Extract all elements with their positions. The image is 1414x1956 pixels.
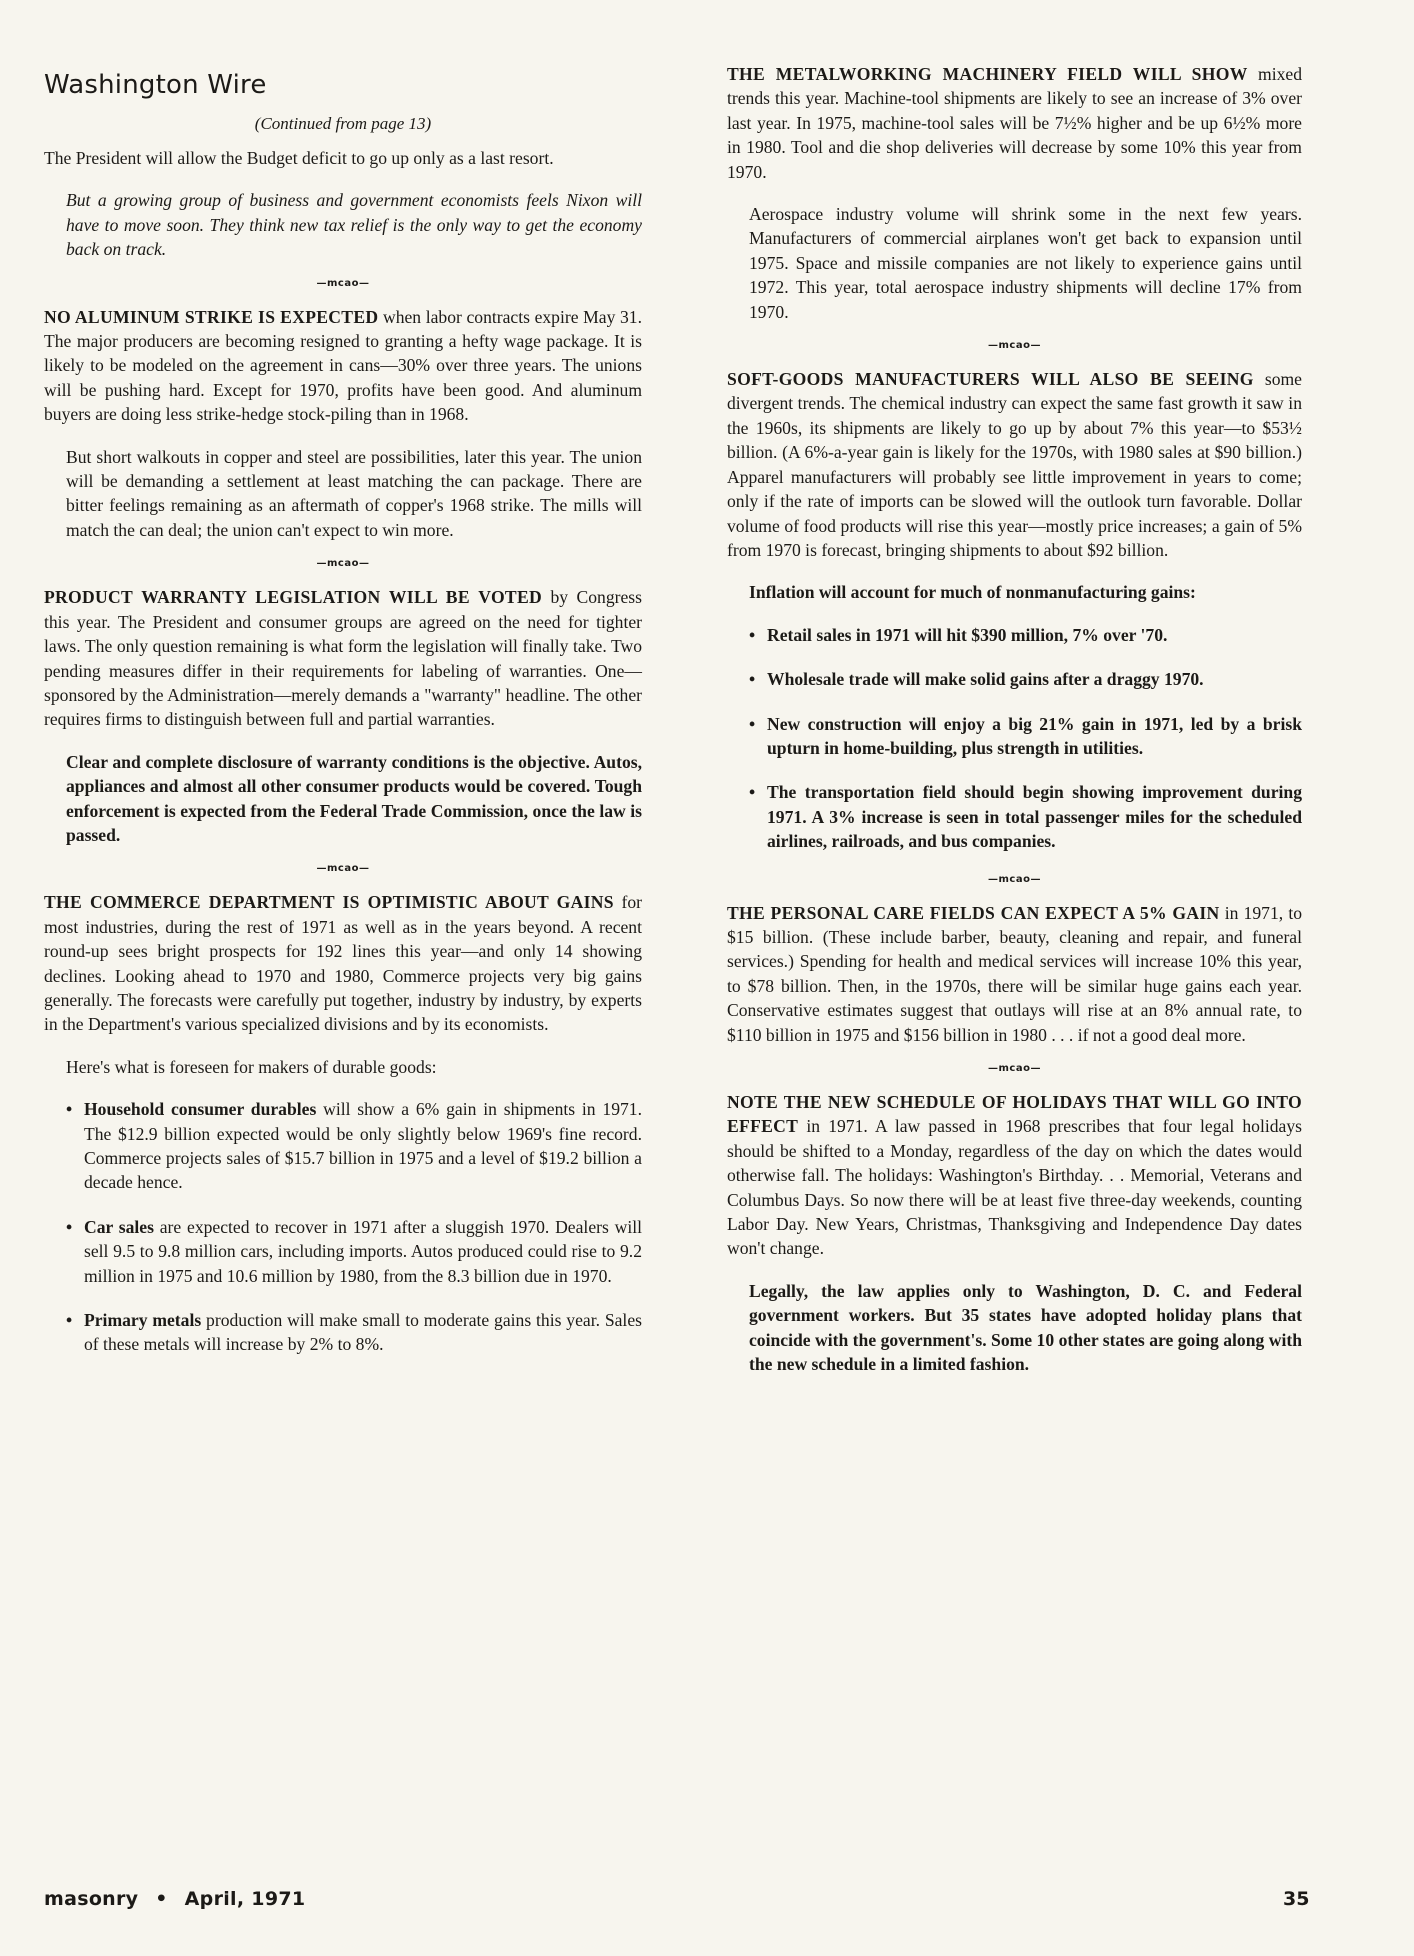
inflation-intro: Inflation will account for much of nonmanufacturing gains: [749,582,1196,603]
warranty-paragraph [44,585,642,731]
bullet-lead: Primary metals [84,1310,202,1331]
aluminum-lead: NO ALUMINUM STRIKE IS EXPECTED [44,306,379,327]
left-column [44,62,642,1377]
aerospace-paragraph: Aerospace industry volume will shrink some in the next few years. Manufacturers of commercial airplanes won't get back to expansion until 1975. Space and missile companies are not likely to experience gains until 1972. This year, total aerospace industry shipments will decline 17% from 1970. [749,204,1302,322]
issue-date: April, 1971 [184,1888,306,1910]
page-footer [44,1888,305,1910]
bullet-lead: Household consumer durables [84,1099,317,1120]
section-divider: —mcao— [316,277,370,289]
metalworking-paragraph [727,62,1302,184]
right-column [727,62,1302,1376]
intro-italic-paragraph: But a growing group of business and government economists feels Nixon will have to move soon. They think new tax relief is the only way to get the economy back on track. [66,190,642,260]
nonmanufacturing-list [727,623,1302,854]
holidays-lead: NOTE THE NEW SCHEDULE OF HOLIDAYS THAT WILL GO INTO EFFECT [727,1092,1302,1137]
personal-care-paragraph [727,901,1302,1047]
soft-goods-paragraph [727,367,1302,562]
holidays-body: in 1971. A law passed in 1968 prescribes that four legal holidays should be shifted to a Monday, regardless of the day on which the dates would otherwise fall. The holidays: Washington's Birthday. . . Memorial, Veterans and Columbus Days. So now there will be at least five three-day weekends, counting Labor Day. New Years, Christmas, Thanksgiving and Independence Day dates won't change. [727,1116,1302,1259]
warranty-body: by Congress this year. The President and consumer groups are agreed on the need for tighter laws. The only question remaining is what form the legislation will finally take. Two pending measures differ in their requirements for labeling of warranties. One—sponsored by the Administration—merely demands a "warranty" headline. The other requires firms to distinguish between full and partial warranties. [44,587,642,730]
section-divider: —mcao— [988,1063,1041,1074]
list-item [66,1215,642,1288]
personal-care-body: in 1971, to $15 billion. (These include barber, beauty, cleaning and repair, and funeral services.) Spending for health and medical services will increase 10% this year, to $78 billion. Then, in the 1970s, there will be similar huge gains each year. Conservative estimates suggest that outlays will rise at an 8% annual rate, to $110 billion in 1975 and $156 billion in 1980 . . . if not a good deal more. [727,902,1303,1045]
bullet-body: are expected to recover in 1971 after a sluggish 1970. Dealers will sell 9.5 to 9.8 million cars, including imports. Autos produced could rise to 9.2 million in 1975 and 10.6 million by 1980, from the 8.3 billion due in 1970. [84,1216,642,1286]
footer-bullet: • [155,1888,168,1910]
copper-paragraph: But short walkouts in copper and steel are possibilities, later this year. The union will be demanding a settlement at least matching the can package. There are bitter feelings remaining as an aftermath of copper's 1968 strike. The mills will match the can deal; the union can't expect to win more. [66,446,642,540]
warranty-bold-paragraph: Clear and complete disclosure of warranty conditions is the objective. Autos, appliances and almost all other consumer products would be covered. Tough enforcement is expected from the Federal Trade Commission, once the law is passed. [66,751,642,845]
page-number: 35 [1283,1888,1310,1910]
durable-intro: Here's what is foreseen for makers of durable goods: [66,1056,437,1077]
aluminum-paragraph [44,305,642,427]
soft-goods-lead: SOFT-GOODS MANUFACTURERS WILL ALSO BE SEEING [727,369,1254,390]
list-item: • The transportation field should begin showing improvement during 1971. A 3% increase is seen in total passenger miles for the scheduled airlines, railroads, and bus companies. [749,780,1302,853]
list-item [66,1097,642,1195]
column-title: Washington Wire [44,70,267,100]
list-item: • Wholesale trade will make solid gains after a draggy 1970. [749,667,1302,691]
soft-goods-body: some divergent trends. The chemical industry can expect the same fast growth it saw in the 1960s, its shipments are likely to go up by about 7% this year—to $53½ billion. (A 6%-a-year gain is likely for the 1970s, with 1980 sales at $90 billion.) Apparel manufacturers will probably see little improvement in years to come; only if the rate of imports can be slowed will the outlook turn favorable. Dollar volume of food products will rise this year—mostly price increases; a gain of 5% from 1970 is forecast, bringing shipments to about $92 billion. [727,369,1302,560]
commerce-paragraph [44,890,642,1036]
metalworking-body: mixed trends this year. Machine-tool shipments are likely to see an increase of 3% over last year. In 1975, machine-tool sales will be 7½% higher and be up 6½% more in 1980. Tool and die shop deliveries will decrease by some 10% this year from 1970. [727,64,1303,182]
section-divider: —mcao— [988,873,1041,885]
commerce-lead: THE COMMERCE DEPARTMENT IS OPTIMISTIC ABOUT GAINS [44,892,614,913]
continued-note: (Continued from page 13) [254,114,432,133]
warranty-lead: PRODUCT WARRANTY LEGISLATION WILL BE VOTED [44,587,543,608]
section-divider: —mcao— [316,558,370,570]
bullet-body: production will make small to moderate gains this year. Sales of these metals will increase by 2% to 8%. [84,1310,642,1355]
intro-paragraph: The President will allow the Budget deficit to go up only as a last resort. [44,148,554,168]
list-item: • New construction will enjoy a big 21% gain in 1971, led by a brisk upturn in home-building, plus strength in utilities. [749,712,1302,761]
list-item: • Retail sales in 1971 will hit $390 million, 7% over '70. [749,623,1302,647]
bullet-lead: Car sales [84,1216,154,1237]
holidays-paragraph [727,1090,1302,1261]
durable-goods-list [44,1097,642,1357]
section-divider: —mcao— [988,340,1041,352]
bullet-body: will show a 6% gain in shipments in 1971. The $12.9 billion expected would be only slightly below 1969's fine record. Commerce projects sales of $15.7 billion in 1975 and a level of $19.2 billion a decade hence. [84,1099,642,1193]
holidays-bold-paragraph: Legally, the law applies only to Washington, D. C. and Federal government workers. But 35 states have adopted holiday plans that coincide with the government's. Some 10 other states are going along with the new schedule in a limited fashion. [749,1280,1302,1375]
section-divider: —mcao— [316,863,370,875]
list-item [66,1308,642,1357]
metalworking-lead: THE METALWORKING MACHINERY FIELD WILL SHOW [727,64,1248,84]
personal-care-lead: THE PERSONAL CARE FIELDS CAN EXPECT A 5% GAIN [727,902,1220,923]
magazine-name: masonry [44,1888,139,1910]
aluminum-body: when labor contracts expire May 31. The major producers are becoming resigned to granting a hefty wage package. It is likely to be modeled on the agreement in cans—30% over three years. The unions will be pushing hard. Except for 1970, profits have been good. And aluminum buyers are doing less strike-hedge stock-piling than in 1968. [44,306,642,425]
commerce-body: for most industries, during the rest of 1971 as well as in the years beyond. A recent round-up sees bright prospects for 192 lines this year—and only 14 showing declines. Looking ahead to 1970 and 1980, Commerce projects very big gains generally. The forecasts were carefully put together, industry by industry, by experts in the Department's various specialized divisions and by its economists. [44,892,642,1035]
